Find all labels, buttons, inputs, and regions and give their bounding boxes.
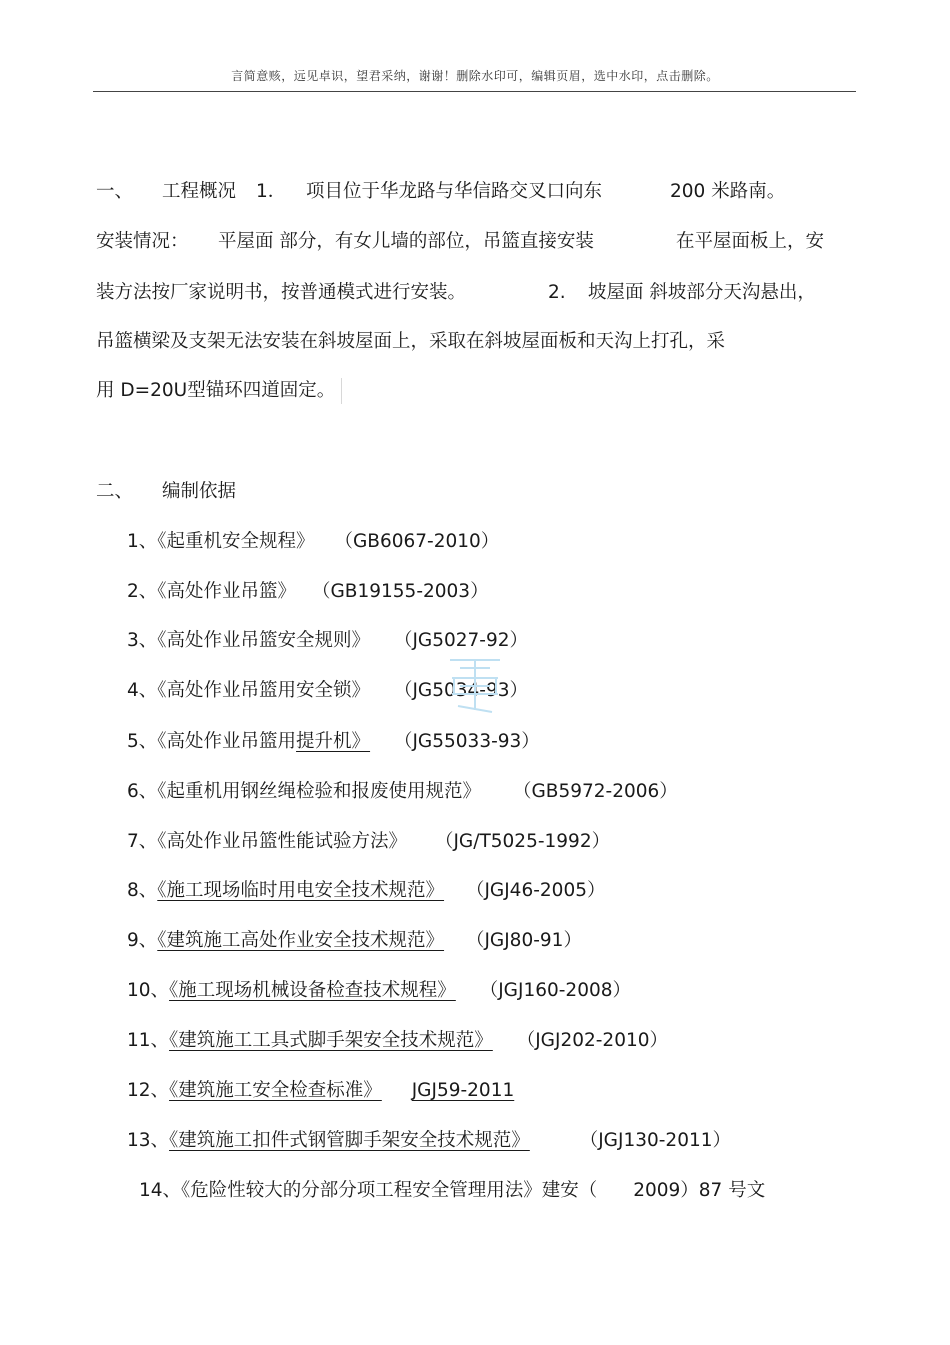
list-item-code: （JG5034-93）	[393, 680, 529, 701]
list-item	[127, 878, 605, 904]
list-item-title: 《建筑施工安全检查标准》	[169, 1080, 382, 1101]
section1-item1-no: 1．	[256, 181, 287, 202]
list-item-title: 《建筑施工扣件式钢管脚手架安全技术规范》	[169, 1130, 530, 1151]
section1-line2-b: 平屋面 部分，有女儿墙的部位，吊篮直接安装	[218, 231, 594, 252]
list-item-title: 《施工现场临时用电安全技术规范》	[157, 880, 445, 901]
list-item-number: 10、	[127, 980, 170, 1001]
list-item-title: 《建筑施工工具式脚手架安全技术规范》	[169, 1030, 493, 1051]
list-item	[127, 579, 489, 605]
section1-number: 一、	[96, 181, 134, 202]
list-item	[127, 1128, 731, 1154]
section1-line2-c: 在平屋面板上，安	[676, 231, 825, 252]
list-item-code: 2009）87 号文	[633, 1180, 766, 1201]
list-item	[127, 928, 582, 954]
list-item-code: （JGJ130-2011）	[579, 1130, 732, 1151]
list-item-number: 2、	[127, 581, 158, 602]
list-item-code: （JG/T5025-1992）	[434, 831, 611, 852]
list-item-code: （JG5027-92）	[393, 630, 529, 651]
list-item	[127, 1078, 514, 1104]
section1-line3-c: 坡屋面 斜坡部分天沟悬出，	[588, 282, 816, 303]
section1-line3-b: 2.	[548, 282, 566, 303]
list-item-code: JGJ59-2011	[411, 1080, 515, 1101]
list-item-number: 11、	[127, 1030, 170, 1051]
list-item-title: 《危险性较大的分部分项工程安全管理用法》建安（	[181, 1180, 598, 1201]
list-item-code: （JGJ202-2010）	[516, 1030, 669, 1051]
list-item-number: 12、	[127, 1080, 170, 1101]
list-item-number: 13、	[127, 1130, 170, 1151]
list-item	[139, 1178, 765, 1204]
section2-number: 二、	[96, 481, 134, 502]
list-item-title: 《高处作业吊篮性能试验方法》	[157, 831, 408, 852]
list-item	[127, 1028, 668, 1054]
list-item-code: （JG55033-93）	[393, 731, 540, 752]
list-item	[127, 729, 540, 755]
list-item-number: 9、	[127, 930, 158, 951]
section2-title: 编制依据	[162, 481, 237, 502]
list-item-number: 3、	[127, 630, 158, 651]
list-item-code: （GB6067-2010）	[334, 531, 500, 552]
list-item	[127, 529, 499, 555]
list-item-number: 5、	[127, 731, 158, 752]
section1-line5-text: 用 D=20U型锚环四道固定。	[96, 378, 342, 404]
section1-title: 工程概况	[162, 181, 237, 202]
list-item	[127, 779, 678, 805]
list-item-title: 《起重机用钢丝绳检验和报废使用规范》	[157, 781, 482, 802]
list-item-code: （GB5972-2006）	[512, 781, 678, 802]
list-item-code: （GB19155-2003）	[311, 581, 489, 602]
list-item-title-underlined: 提升机》	[296, 731, 371, 752]
list-item-title: 《高处作业吊篮用安全锁》	[157, 680, 371, 701]
list-item-number: 6、	[127, 781, 158, 802]
list-item	[127, 978, 631, 1004]
list-item-number: 8、	[127, 880, 158, 901]
header-rule	[93, 91, 856, 92]
list-item-title: 《建筑施工高处作业安全技术规范》	[157, 930, 445, 951]
list-item-title: 《高处作业吊篮》	[157, 581, 297, 602]
list-item-code: （JGJ160-2008）	[479, 980, 632, 1001]
watermark-logo-icon	[440, 650, 510, 720]
list-item	[127, 829, 610, 855]
list-item-number: 4、	[127, 680, 158, 701]
section1-line4: 吊篮横梁及支架无法安装在斜坡屋面上，采取在斜坡屋面板和天沟上打孔，采	[96, 331, 726, 352]
list-item-title: 《施工现场机械设备检查技术规程》	[169, 980, 456, 1001]
list-item-number: 1、	[127, 531, 158, 552]
list-item-number: 14、	[139, 1180, 182, 1201]
list-item-code: （JGJ80-91）	[465, 930, 582, 951]
list-item-number: 7、	[127, 831, 158, 852]
section1-line5	[96, 378, 342, 404]
list-item-title: 《高处作业吊篮安全规则》	[157, 630, 371, 651]
section1-item1-text: 项目位于华龙路与华信路交叉口向东	[306, 181, 603, 202]
list-item-title: 《高处作业吊篮用	[157, 731, 297, 752]
list-item-code: （JGJ46-2005）	[465, 880, 606, 901]
page-header: 言简意赅，远见卓识，望君采纳，谢谢！删除水印可，编辑页眉，选中水印，点击删除。	[231, 69, 719, 83]
section1-item1-dist: 200 米路南。	[670, 181, 786, 202]
section1-line3-a: 装方法按厂家说明书，按普通模式进行安装。	[96, 282, 467, 303]
list-item-title: 《起重机安全规程》	[157, 531, 315, 552]
section1-line2-a: 安装情况：	[96, 231, 189, 252]
